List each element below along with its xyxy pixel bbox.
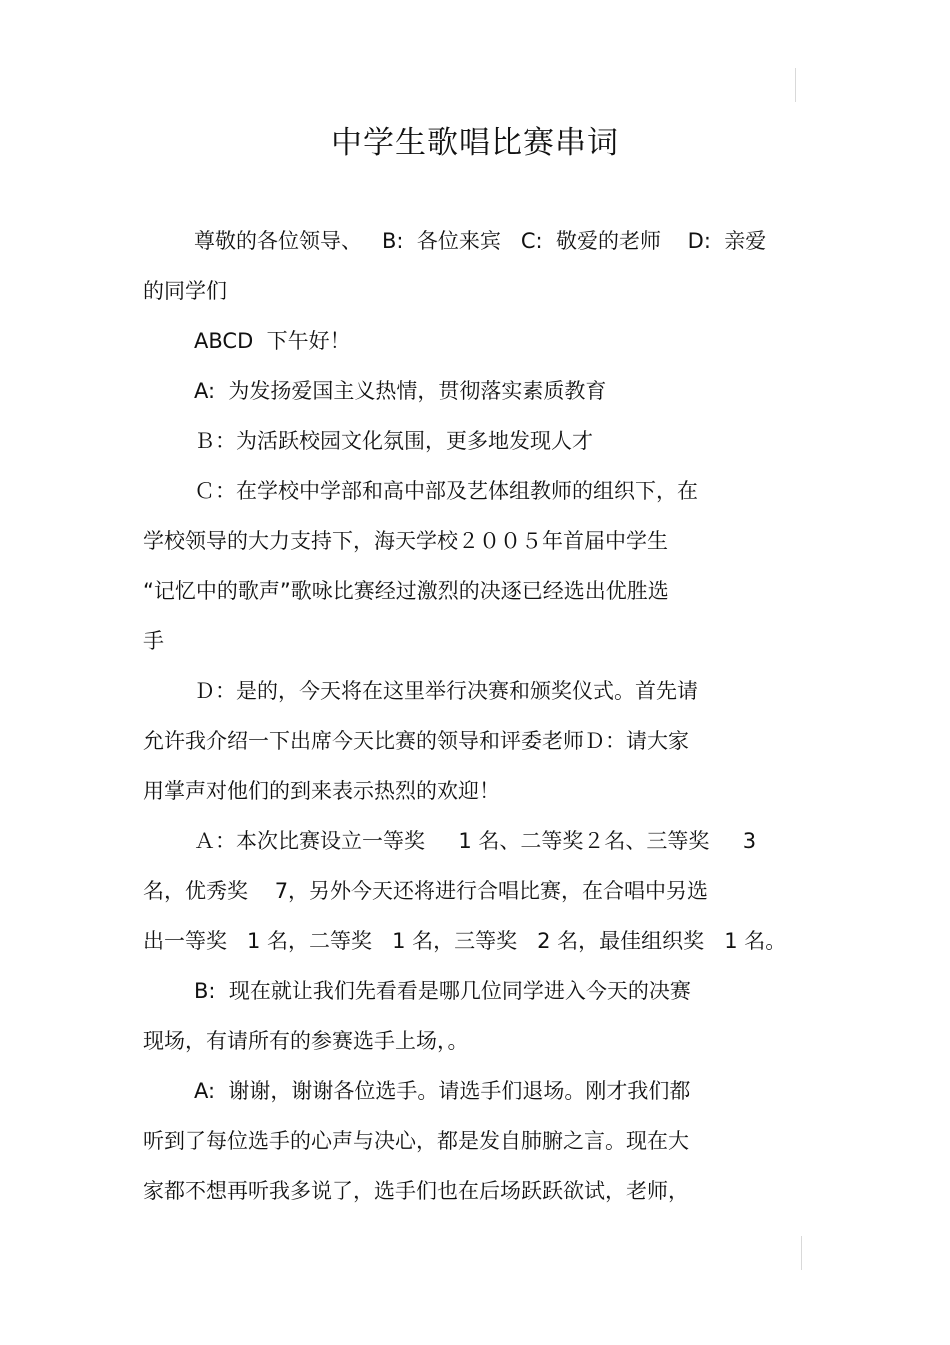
paragraph-line: Ａ：本次比赛设立一等奖 1 名、二等奖２名、三等奖 3 (194, 829, 757, 853)
paragraph-line: 尊敬的各位领导、 B: 各位来宾 C: 敬爱的老师 D: 亲爱 (194, 229, 767, 253)
paragraph-line: A: 为发扬爱国主义热情，贯彻落实素质教育 (194, 379, 607, 403)
paragraph-line: ABCD 下午好！ (194, 329, 351, 353)
paragraph-line: 的同学们 (143, 279, 227, 303)
paragraph-line: 手 (143, 629, 164, 653)
paragraph-line: 现场，有请所有的参赛选手上场，。 (143, 1029, 469, 1053)
paragraph-line: 名，优秀奖 7，另外今天还将进行合唱比赛，在合唱中另选 (143, 879, 709, 903)
paragraph-line: A: 谢谢，谢谢各位选手。请选手们退场。刚才我们都 (194, 1079, 691, 1103)
paragraph-line: 用掌声对他们的到来表示热烈的欢迎！ (143, 779, 500, 803)
paragraph-line: 学校领导的大力支持下，海天学校２００５年首届中学生 (143, 529, 668, 553)
page-edge-mark-top (795, 68, 796, 102)
paragraph-line: Ｂ：为活跃校园文化氛围，更多地发现人才 (194, 429, 593, 453)
paragraph-line: Ｄ：是的，今天将在这里举行决赛和颁奖仪式。首先请 (194, 679, 698, 703)
document-title: 中学生歌唱比赛串词 (331, 125, 619, 161)
paragraph-line: 听到了每位选手的心声与决心，都是发自肺腑之言。现在大 (143, 1129, 689, 1153)
paragraph-line: B: 现在就让我们先看看是哪几位同学进入今天的决赛 (194, 979, 691, 1003)
paragraph-line: 家都不想再听我多说了，选手们也在后场跃跃欲试，老师， (143, 1179, 689, 1203)
paragraph-line: 允许我介绍一下出席今天比赛的领导和评委老师Ｄ：请大家 (143, 729, 689, 753)
paragraph-line: Ｃ：在学校中学部和高中部及艺体组教师的组织下，在 (194, 479, 698, 503)
page-edge-mark-bottom (801, 1236, 802, 1270)
paragraph-line: 出一等奖 1 名，二等奖 1 名，三等奖 2 名，最佳组织奖 1 名。 (143, 929, 787, 953)
paragraph-line: “记忆中的歌声”歌咏比赛经过激烈的决逐已经选出优胜选 (143, 579, 669, 603)
